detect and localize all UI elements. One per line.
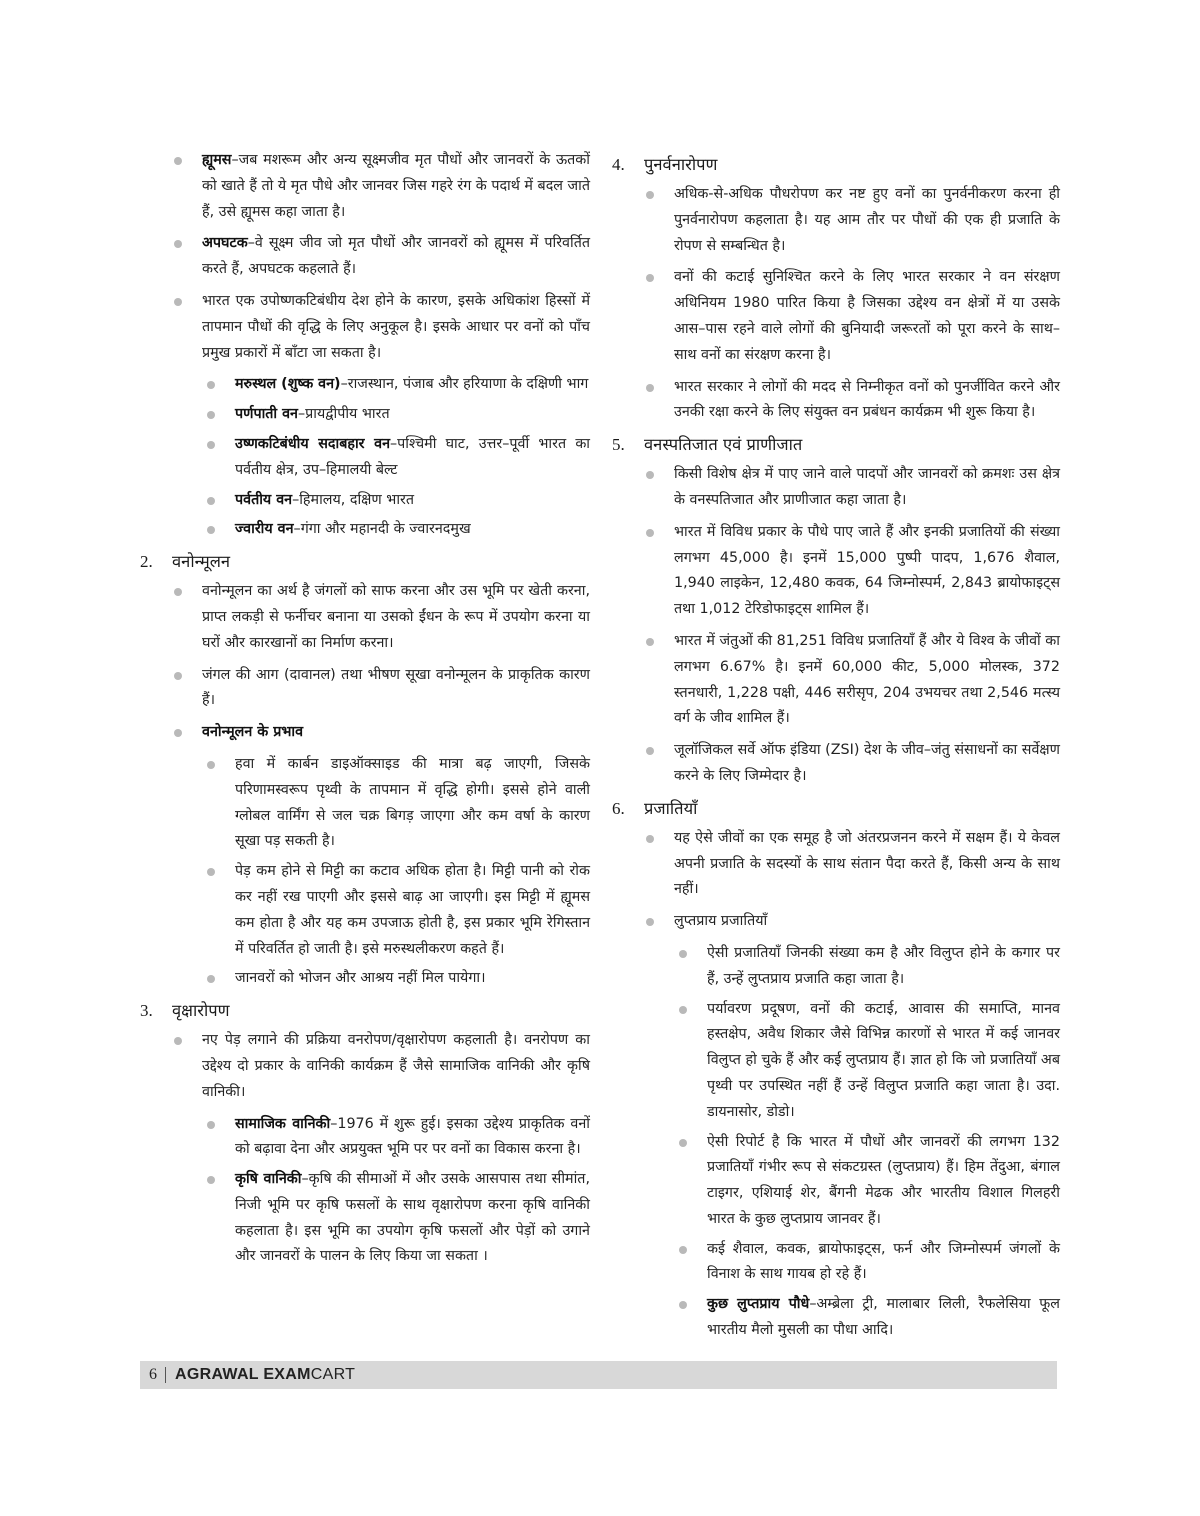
bullet-icon: [174, 157, 182, 165]
item-text: यह ऐसे जीवों का एक समूह है जो अंतरप्रजनन करने में सक्षम हैं। ये केवल अपनी प्रजाति के सदस्यों के साथ संतान पैदा करते हैं, किसी अन्य के साथ नहीं।: [674, 829, 1060, 898]
item-text: किसी विशेष क्षेत्र में पाए जाने वाले पादपों और जानवरों को क्रमशः उस क्षेत्र के वनस्पतिजात और प्राणीजात कहा जाता है।: [674, 466, 1060, 508]
section-list: [140, 1028, 590, 1270]
item-text: जूलॉजिकल सर्वे ऑफ इंडिया (ZSI) देश के जीव–जंतु संसाधनों का सर्वेक्षण करने के लिए जिम्मेदार है।: [674, 742, 1060, 784]
bullet-icon: [174, 588, 182, 596]
term: ज्वारीय वन: [235, 521, 294, 538]
term: उष्णकटिबंधीय सदाबहार वन: [235, 435, 391, 452]
item-text: –वे सूक्ष्म जीव जो मृत पौधों और जानवरों को ह्यूमस में परिवर्तित करते हैं, अपघटक कहलाते हैं।: [202, 235, 590, 278]
bullet-icon: [207, 411, 215, 419]
forest-type-item: [140, 402, 590, 428]
bullet-icon: [646, 471, 654, 479]
section-title: पुनर्वनारोपण: [644, 155, 718, 174]
bullet-icon: [646, 191, 654, 199]
bullet-icon: [207, 526, 215, 534]
section-title: वनोन्मूलन: [172, 552, 231, 572]
list-item: [140, 1028, 590, 1105]
list-item: [140, 720, 590, 746]
bullet-icon: [174, 1037, 182, 1045]
section-number: 3.: [140, 1001, 153, 1021]
footer-divider: [165, 1367, 166, 1383]
section-list: [140, 579, 590, 992]
term: पर्वतीय वन: [235, 491, 293, 508]
item-text: –जब मशरूम और अन्य सूक्ष्मजीव मृत पौधों और जानवरों के ऊतकों को खाते हैं तो ये मृत पौधे और जानवर जिस गहरे रंग के पदार्थ में बदल जाते हैं, उसे ह्यूमस कहा जाता है।: [202, 152, 590, 220]
bullet-icon: [174, 729, 182, 737]
bullet-icon: [207, 975, 215, 983]
bullet-icon: [207, 1176, 215, 1184]
page-number: 6: [149, 1366, 157, 1383]
item-text: भारत एक उपोष्णकटिबंधीय देश होने के कारण, इसके अधिकांश हिस्सों में तापमान पौधों की वृद्धि के लिए अनुकूल है। इसके आधार पर वनों को पाँच प्रमुख प्रकारों में बाँटा जा सकता है।: [202, 292, 590, 361]
list-item: [140, 579, 590, 656]
item-text: –प्रायद्वीपीय भारत: [298, 406, 390, 423]
item-text: जंगल की आग (दावानल) तथा भीषण सूखा वनोन्मूलन के प्राकृतिक कारण हैं।: [202, 666, 590, 709]
list-item: [140, 148, 590, 225]
bullet-icon: [174, 240, 182, 248]
bullet-icon: [207, 381, 215, 389]
bullet-icon: [646, 274, 654, 282]
item-text: –राजस्थान, पंजाब और हरियाणा के दक्षिणी भाग: [340, 376, 589, 393]
forest-type-item: [140, 432, 590, 484]
item-text: –गंगा और महानदी के ज्वारनदमुख: [293, 521, 471, 538]
list-item: [140, 663, 590, 715]
list-item: [612, 375, 1060, 427]
bullet-icon: [646, 529, 654, 537]
item-text: भारत में जंतुओं की 81,251 विविध प्रजातियाँ हैं और ये विश्व के जीवों का लगभग 6.67% है। इनमें 60,000 कीट, 5,000 मोलस्क, 372 स्तनधारी, 1,228 पक्षी, 446 सरीसृप, 204 उभयचर तथा 2,546 मत्स्य वर्ग के जीव शामिल हैं।: [674, 632, 1060, 727]
forest-type-item: [140, 372, 590, 398]
bullet-icon: [646, 638, 654, 646]
item-text: भारत सरकार ने लोगों की मदद से निम्नीकृत वनों को पुनर्जीवित करने और उनकी रक्षा करने के लिए संयुक्त वन प्रबंधन कार्यक्रम भी शुरू किया है।: [674, 378, 1060, 421]
section-heading: [612, 432, 1060, 458]
term: कुछ लुप्तप्राय पौधे: [707, 1296, 810, 1313]
brand-bold: AGRAWAL EXAM: [175, 1366, 311, 1383]
list-item: [612, 265, 1060, 368]
section-heading: [140, 998, 590, 1024]
forest-type-item: [140, 517, 590, 543]
endangered-item: [612, 997, 1060, 1126]
item-text: भारत में विविध प्रकार के पौधे पाए जाते हैं और इनकी प्रजातियों की संख्या लगभग 45,000 है। इनमें 15,000 पुष्पी पादप, 1,676 शैवाल, 1,940 लाइकेन, 12,480 कवक, 64 जिम्नोस्पर्म, 2,843 ब्रायोफाइट्स तथा 1,012 टेरिडोफाइट्स शामिल हैं।: [674, 523, 1060, 618]
section-title: वनस्पतिजात एवं प्राणीजात: [644, 435, 803, 455]
effect-item: [140, 752, 590, 855]
list-item: [612, 462, 1060, 514]
item-text: –हिमालय, दक्षिण भारत: [292, 491, 415, 508]
section-heading: [612, 152, 1060, 178]
bullet-icon: [679, 1301, 687, 1309]
bullet-icon: [646, 918, 654, 926]
bullet-icon: [646, 835, 654, 843]
intro-list: [140, 148, 590, 543]
list-item: [612, 826, 1060, 903]
forest-type-item: [140, 488, 590, 514]
term: अपघटक: [202, 235, 248, 252]
page-footer: [140, 1361, 1057, 1389]
item-text: नए पेड़ लगाने की प्रक्रिया वनरोपण/वृक्षारोपण कहलाती है। वनरोपण का उद्देश्य दो प्रकार के वानिकी कार्यक्रम हैं जैसे सामाजिक वानिकी और कृषि वानिकी।: [202, 1032, 590, 1100]
brand-logo: [175, 1366, 355, 1384]
item-text: ऐसी प्रजातियाँ जिनकी संख्या कम है और विलुप्त होने के कगार पर हैं, उन्हें लुप्तप्राय प्रजाति कहा जाता है।: [707, 944, 1060, 987]
section-list: [612, 826, 1060, 1344]
bullet-icon: [207, 497, 215, 505]
endangered-item: [612, 1292, 1060, 1344]
list-item: [612, 182, 1060, 259]
item-text: –पश्चिमी घाट, उत्तर–पूर्वी भारत का पर्वतीय क्षेत्र, उप–हिमालयी बेल्ट: [235, 435, 591, 478]
sub-item: [140, 1112, 590, 1164]
item-text: कई शैवाल, कवक, ब्रायोफाइट्स, फर्न और जिम्नोस्पर्म जंगलों के विनाश के साथ गायब हो रहे हैं।: [707, 1240, 1060, 1283]
bullet-icon: [207, 441, 215, 449]
list-item: [612, 520, 1060, 623]
right-column: [612, 148, 1060, 1348]
effect-item: [140, 859, 590, 962]
section-heading: [612, 796, 1060, 822]
item-text: पेड़ कम होने से मिट्टी का कटाव अधिक होता है। मिट्टी पानी को रोक कर नहीं रख पाएगी और इससे बाढ़ आ जाएगी। इस मिट्टी में ह्यूमस कम होता है और यह कम उपजाऊ होती है, इस प्रकार भूमि रेगिस्तान में परिवर्तित हो जाती है। इसे मरुस्थलीकरण कहते हैं।: [235, 863, 590, 957]
bullet-icon: [679, 950, 687, 958]
left-column: [140, 148, 590, 1274]
item-text: अधिक-से-अधिक पौधरोपण कर नष्ट हुए वनों का पुनर्वनीकरण करना ही पुनर्वनारोपण कहलाता है। यह आम तौर पर पौधों की एक ही प्रजाति के रोपण से सम्बन्धित है।: [674, 186, 1060, 254]
section-number: 4.: [612, 155, 625, 174]
bullet-icon: [207, 761, 215, 769]
item-text: जानवरों को भोजन और आश्रय नहीं मिल पायेगा।: [235, 970, 486, 987]
bullet-icon: [679, 1006, 687, 1014]
section-list: [612, 462, 1060, 790]
bullet-icon: [646, 384, 654, 392]
item-text: वनों की कटाई सुनिश्चित करने के लिए भारत सरकार ने वन संरक्षण अधिनियम 1980 पारित किया है जिसका उद्देश्य वन क्षेत्रों में या उसके आस–पास रहने वाले लोगों की बुनियादी जरूरतों को पूरा करने के साथ–साथ वनों का संरक्षण करना है।: [674, 269, 1060, 363]
item-text: पर्यावरण प्रदूषण, वनों की कटाई, आवास की समाप्ति, मानव हस्तक्षेप, अवैध शिकार जैसे विभिन्न कारणों से भारत में कई जानवर विलुप्त हो चुके हैं और कई लुप्तप्राय हैं। ज्ञात हो कि जो प्रजातियाँ अब पृथ्वी पर उपस्थित नहीं हैं उन्हें विलुप्त प्रजाति कहा जाता है। उदा. डायनासोर, डोडो।: [707, 1000, 1060, 1120]
list-item: [140, 231, 590, 283]
bullet-icon: [207, 868, 215, 876]
list-item: [612, 909, 1060, 935]
section-list: [612, 182, 1060, 426]
item-text: वनोन्मूलन का अर्थ है जंगलों को साफ करना और उस भूमि पर खेती करना, प्राप्त लकड़ी से फर्नीचर बनाना या उसको ईंधन के रूप में उपयोग करना या घरों और कारखानों का निर्माण करना।: [202, 583, 590, 651]
bullet-icon: [679, 1139, 687, 1147]
bullet-icon: [174, 298, 182, 306]
section-number: 6.: [612, 798, 625, 818]
term: कृषि वानिकी: [235, 1171, 302, 1188]
endangered-item: [612, 1130, 1060, 1233]
effect-item: [140, 966, 590, 992]
section-number: 5.: [612, 435, 625, 455]
bullet-icon: [207, 1121, 215, 1129]
list-item: [140, 289, 590, 366]
section-title: वृक्षारोपण: [172, 1001, 230, 1021]
item-text: लुप्तप्राय प्रजातियाँ: [674, 913, 768, 930]
list-item: [612, 629, 1060, 732]
bullet-icon: [679, 1246, 687, 1254]
endangered-item: [612, 1237, 1060, 1289]
term: पर्णपाती वन: [235, 406, 298, 423]
item-text: हवा में कार्बन डाइऑक्साइड की मात्रा बढ़ जाएगी, जिसके परिणामस्वरूप पृथ्वी के तापमान में वृद्धि होगी। इससे होने वाली ग्लोबल वार्मिंग से जल चक्र बिगड़ जाएगा और कम वर्षा के कारण सूखा पड़ सकती है।: [235, 755, 590, 850]
item-text: –अम्ब्रेला ट्री, मालाबार लिली, रैफलेसिया फूल भारतीय मैलो मुसली का पौधा आदि।: [707, 1296, 1060, 1339]
term: वनोन्मूलन के प्रभाव: [202, 724, 304, 741]
term: ह्यूमस: [202, 152, 232, 168]
item-text: –1976 में शुरू हुई। इसका उद्देश्य प्राकृतिक वनों को बढ़ावा देना और अप्रयुक्त भूमि पर पर वनों का विकास करना है।: [235, 1115, 590, 1158]
section-number: 2.: [140, 552, 153, 572]
bullet-icon: [646, 747, 654, 755]
sub-item: [140, 1167, 590, 1270]
endangered-item: [612, 941, 1060, 993]
section-heading: [140, 549, 590, 575]
term: सामाजिक वानिकी: [235, 1115, 331, 1132]
section-title: प्रजातियाँ: [644, 798, 698, 818]
brand-regular: CART: [310, 1366, 356, 1383]
list-item: [612, 738, 1060, 790]
bullet-icon: [174, 672, 182, 680]
term: मरुस्थल (शुष्क वन): [235, 376, 341, 393]
item-text: –कृषि की सीमाओं में और उसके आसपास तथा सीमांत, निजी भूमि पर कृषि फसलों के साथ वृक्षारोपण करना कृषि वानिकी कहलाता है। इस भूमि का उपयोग कृषि फसलों और पेड़ों को उगाने और जानवरों के पालन के लिए किया जा सकता ।: [235, 1171, 590, 1265]
item-text: ऐसी रिपोर्ट है कि भारत में पौधों और जानवरों की लगभग 132 प्रजातियाँ गंभीर रूप से संकटग्रस्त (लुप्तप्राय) हैं। हिम तेंदुआ, बंगाल टाइगर, एशियाई शेर, बैंगनी मेढक और भारतीय विशाल गिलहरी भारत के कुछ लुप्तप्राय जानवर हैं।: [707, 1133, 1060, 1227]
